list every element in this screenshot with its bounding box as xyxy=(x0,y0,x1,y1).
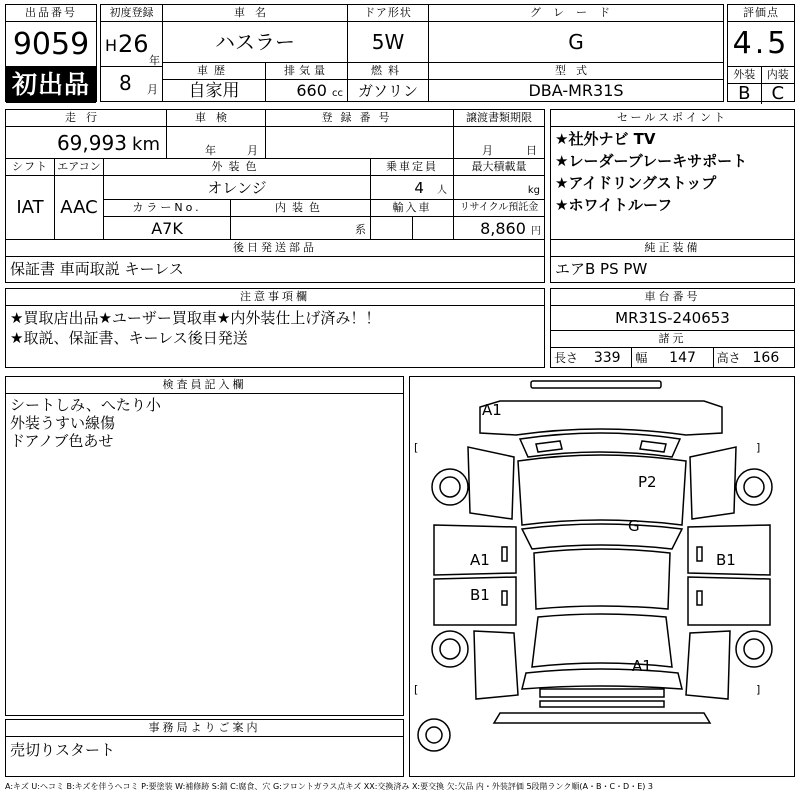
int-color-cell xyxy=(230,199,371,240)
sales-point-item: ★ホワイトルーフ xyxy=(555,196,673,214)
width-label: 幅 xyxy=(635,351,648,365)
equipment-panel xyxy=(550,239,795,283)
dims-label: 諸元 xyxy=(551,331,794,348)
shift-cell xyxy=(5,158,55,240)
height-label: 高さ xyxy=(716,351,741,365)
lot-label: 出品番号 xyxy=(6,5,96,22)
reg-no-label: 登録番号 xyxy=(266,110,453,127)
sales-point-item: ★社外ナビ TV xyxy=(555,130,656,148)
score-panel xyxy=(727,4,795,102)
inspector-note: ドアノブ色あせ xyxy=(10,432,114,450)
damage-mark-rear-roof: A1 xyxy=(632,657,652,675)
int-grade: C xyxy=(771,83,785,104)
ext-color-cell xyxy=(103,158,371,200)
year-unit: 年 xyxy=(149,54,160,67)
ext-grade-label: 外装 xyxy=(728,67,762,83)
max-load-cell xyxy=(453,158,545,200)
inspection-month-unit: 月 xyxy=(247,144,258,157)
displacement-label: 排気量 xyxy=(266,63,347,80)
car-diagram xyxy=(410,377,794,776)
transfer-cell xyxy=(453,109,545,159)
height: 166 xyxy=(752,350,780,366)
lot-number: 9059 xyxy=(6,22,96,67)
first-reg-month: 8 xyxy=(119,71,132,95)
car-name: ハスラー xyxy=(215,30,295,54)
history-label: 車歴 xyxy=(163,63,265,80)
inspection-cell xyxy=(166,109,266,159)
inspector-note: 外装うすい線傷 xyxy=(10,414,116,432)
model-code: DBA-MR31S xyxy=(528,81,624,100)
displacement: 660 xyxy=(296,81,327,100)
model-label: 型式 xyxy=(429,63,723,80)
int-color-label: 内装色 xyxy=(231,200,370,217)
mileage-cell xyxy=(5,109,167,159)
first-reg-panel xyxy=(100,4,163,102)
capacity-cell xyxy=(370,158,454,200)
svg-text:[: [ xyxy=(414,441,419,454)
damage-diagram-panel xyxy=(409,376,795,777)
recycle-label: リサイクル預託金 xyxy=(454,200,544,217)
door-cell xyxy=(347,4,429,63)
mileage-unit: km xyxy=(132,134,160,155)
color-no: A7K xyxy=(151,219,183,238)
length-label: 長さ xyxy=(554,351,579,365)
score-value: 4.5 xyxy=(728,22,794,67)
import-label: 輸入車 xyxy=(371,200,453,217)
first-reg-year: 26 xyxy=(118,30,149,58)
chassis-label: 車台番号 xyxy=(551,289,794,306)
recycle-unit: 円 xyxy=(531,226,541,237)
damage-mark-left-rear-door: B1 xyxy=(470,586,490,604)
notes-panel xyxy=(5,288,545,368)
capacity: 4 xyxy=(414,179,424,197)
legend: A:キズ U:ヘコミ B:キズを伴うヘコミ P:要塗装 W:補修跡 S:錆 C:腐食、穴 G:フロントガラス点キズ XX:交換済み X:要交換 欠:欠品 内・外装評価 5段階ランク順(A・B・C・D・E) 3 xyxy=(5,782,654,791)
inspection-label: 車検 xyxy=(167,110,265,127)
displacement-unit: cc xyxy=(332,88,343,99)
sales-points-panel xyxy=(550,109,795,240)
sales-point-item: ★アイドリングストップ xyxy=(555,174,717,192)
history: 自家用 xyxy=(188,81,240,101)
later-parts-panel xyxy=(5,239,545,283)
aircon: AAC xyxy=(60,197,98,218)
sales-point-item: ★レーダーブレーキサポート xyxy=(555,152,748,170)
mileage: 69,993 xyxy=(56,131,127,155)
color-no-label: カラーNo. xyxy=(104,200,230,217)
first-listing-badge: 初出品 xyxy=(6,67,96,103)
notes-label: 注意事項欄 xyxy=(6,289,544,306)
later-parts: 保証書 車両取説 キーレス xyxy=(10,260,184,278)
damage-mark-windshield: G xyxy=(628,517,640,535)
damage-mark-right-door: B1 xyxy=(716,551,736,569)
fuel-cell xyxy=(347,62,429,102)
recycle-fee: 8,860 xyxy=(480,219,526,238)
door-label: ドア形状 xyxy=(348,5,428,22)
month-unit: 月 xyxy=(147,83,158,96)
capacity-label: 乗車定員 xyxy=(371,159,453,176)
car-name-cell xyxy=(162,4,348,63)
max-load-label: 最大積載量 xyxy=(454,159,544,176)
capacity-unit: 人 xyxy=(437,185,447,196)
grade-label: グレード xyxy=(429,5,723,22)
office-label: 事務局よりご案内 xyxy=(6,720,403,737)
transfer-month-unit: 月 xyxy=(482,144,493,157)
era: H xyxy=(105,36,118,55)
office-panel xyxy=(5,719,404,777)
damage-mark-hood: P2 xyxy=(638,473,657,491)
int-grade-label: 内装 xyxy=(766,68,789,81)
aircon-cell xyxy=(54,158,104,240)
chassis-panel xyxy=(550,288,795,368)
car-name-label: 車名 xyxy=(163,5,347,22)
svg-text:]: ] xyxy=(756,683,761,696)
fuel: ガソリン xyxy=(357,82,418,100)
damage-mark-left-front-door: A1 xyxy=(470,551,490,569)
later-parts-label: 後日発送部品 xyxy=(6,240,544,257)
equipment-label: 純正装備 xyxy=(551,240,794,257)
equipment: エアB PS PW xyxy=(555,260,648,278)
ext-grade: B xyxy=(728,84,762,104)
model-cell xyxy=(428,62,724,102)
reg-no-cell xyxy=(265,109,454,159)
int-color-unit: 系 xyxy=(355,223,366,236)
transfer-label: 譲渡書類期限 xyxy=(454,110,544,127)
grade-cell xyxy=(428,4,724,63)
door-type: 5W xyxy=(371,30,405,54)
import-cell xyxy=(370,199,454,240)
length: 339 xyxy=(593,350,621,366)
shift-label: シフト xyxy=(6,159,54,176)
aircon-label: エアコン xyxy=(55,159,103,176)
damage-mark-front-left: A1 xyxy=(482,401,502,419)
svg-text:]: ] xyxy=(756,441,761,454)
sales-points-label: セールスポイント xyxy=(551,110,794,127)
transfer-day-unit: 日 xyxy=(526,144,537,157)
history-cell xyxy=(162,62,266,102)
ext-color: オレンジ xyxy=(207,179,267,197)
inspection-year-unit: 年 xyxy=(205,144,216,157)
mileage-label: 走行 xyxy=(6,110,166,127)
shift: IAT xyxy=(16,197,44,218)
first-reg-label: 初度登録 xyxy=(101,5,162,22)
displacement-cell xyxy=(265,62,348,102)
recycle-cell xyxy=(453,199,545,240)
color-no-cell xyxy=(103,199,231,240)
inspector-note: シートしみ、へたり小 xyxy=(10,396,161,414)
notes-line: ★買取店出品★ユーザー買取車★内外装仕上げ済み！！ xyxy=(10,309,381,327)
score-label: 評価点 xyxy=(728,5,794,22)
inspector-label: 検査員記入欄 xyxy=(6,377,403,394)
notes-line: ★取説、保証書、キーレス後日発送 xyxy=(10,329,248,347)
chassis-number: MR31S-240653 xyxy=(551,306,794,331)
office-message: 売切りスタート xyxy=(10,741,116,759)
lot-panel xyxy=(5,4,97,102)
ext-color-label: 外装色 xyxy=(104,159,370,176)
max-load-unit: kg xyxy=(527,185,540,196)
svg-text:[: [ xyxy=(414,683,419,696)
fuel-label: 燃料 xyxy=(348,63,428,80)
inspector-panel xyxy=(5,376,404,716)
grade: G xyxy=(568,30,584,54)
width: 147 xyxy=(669,350,696,366)
